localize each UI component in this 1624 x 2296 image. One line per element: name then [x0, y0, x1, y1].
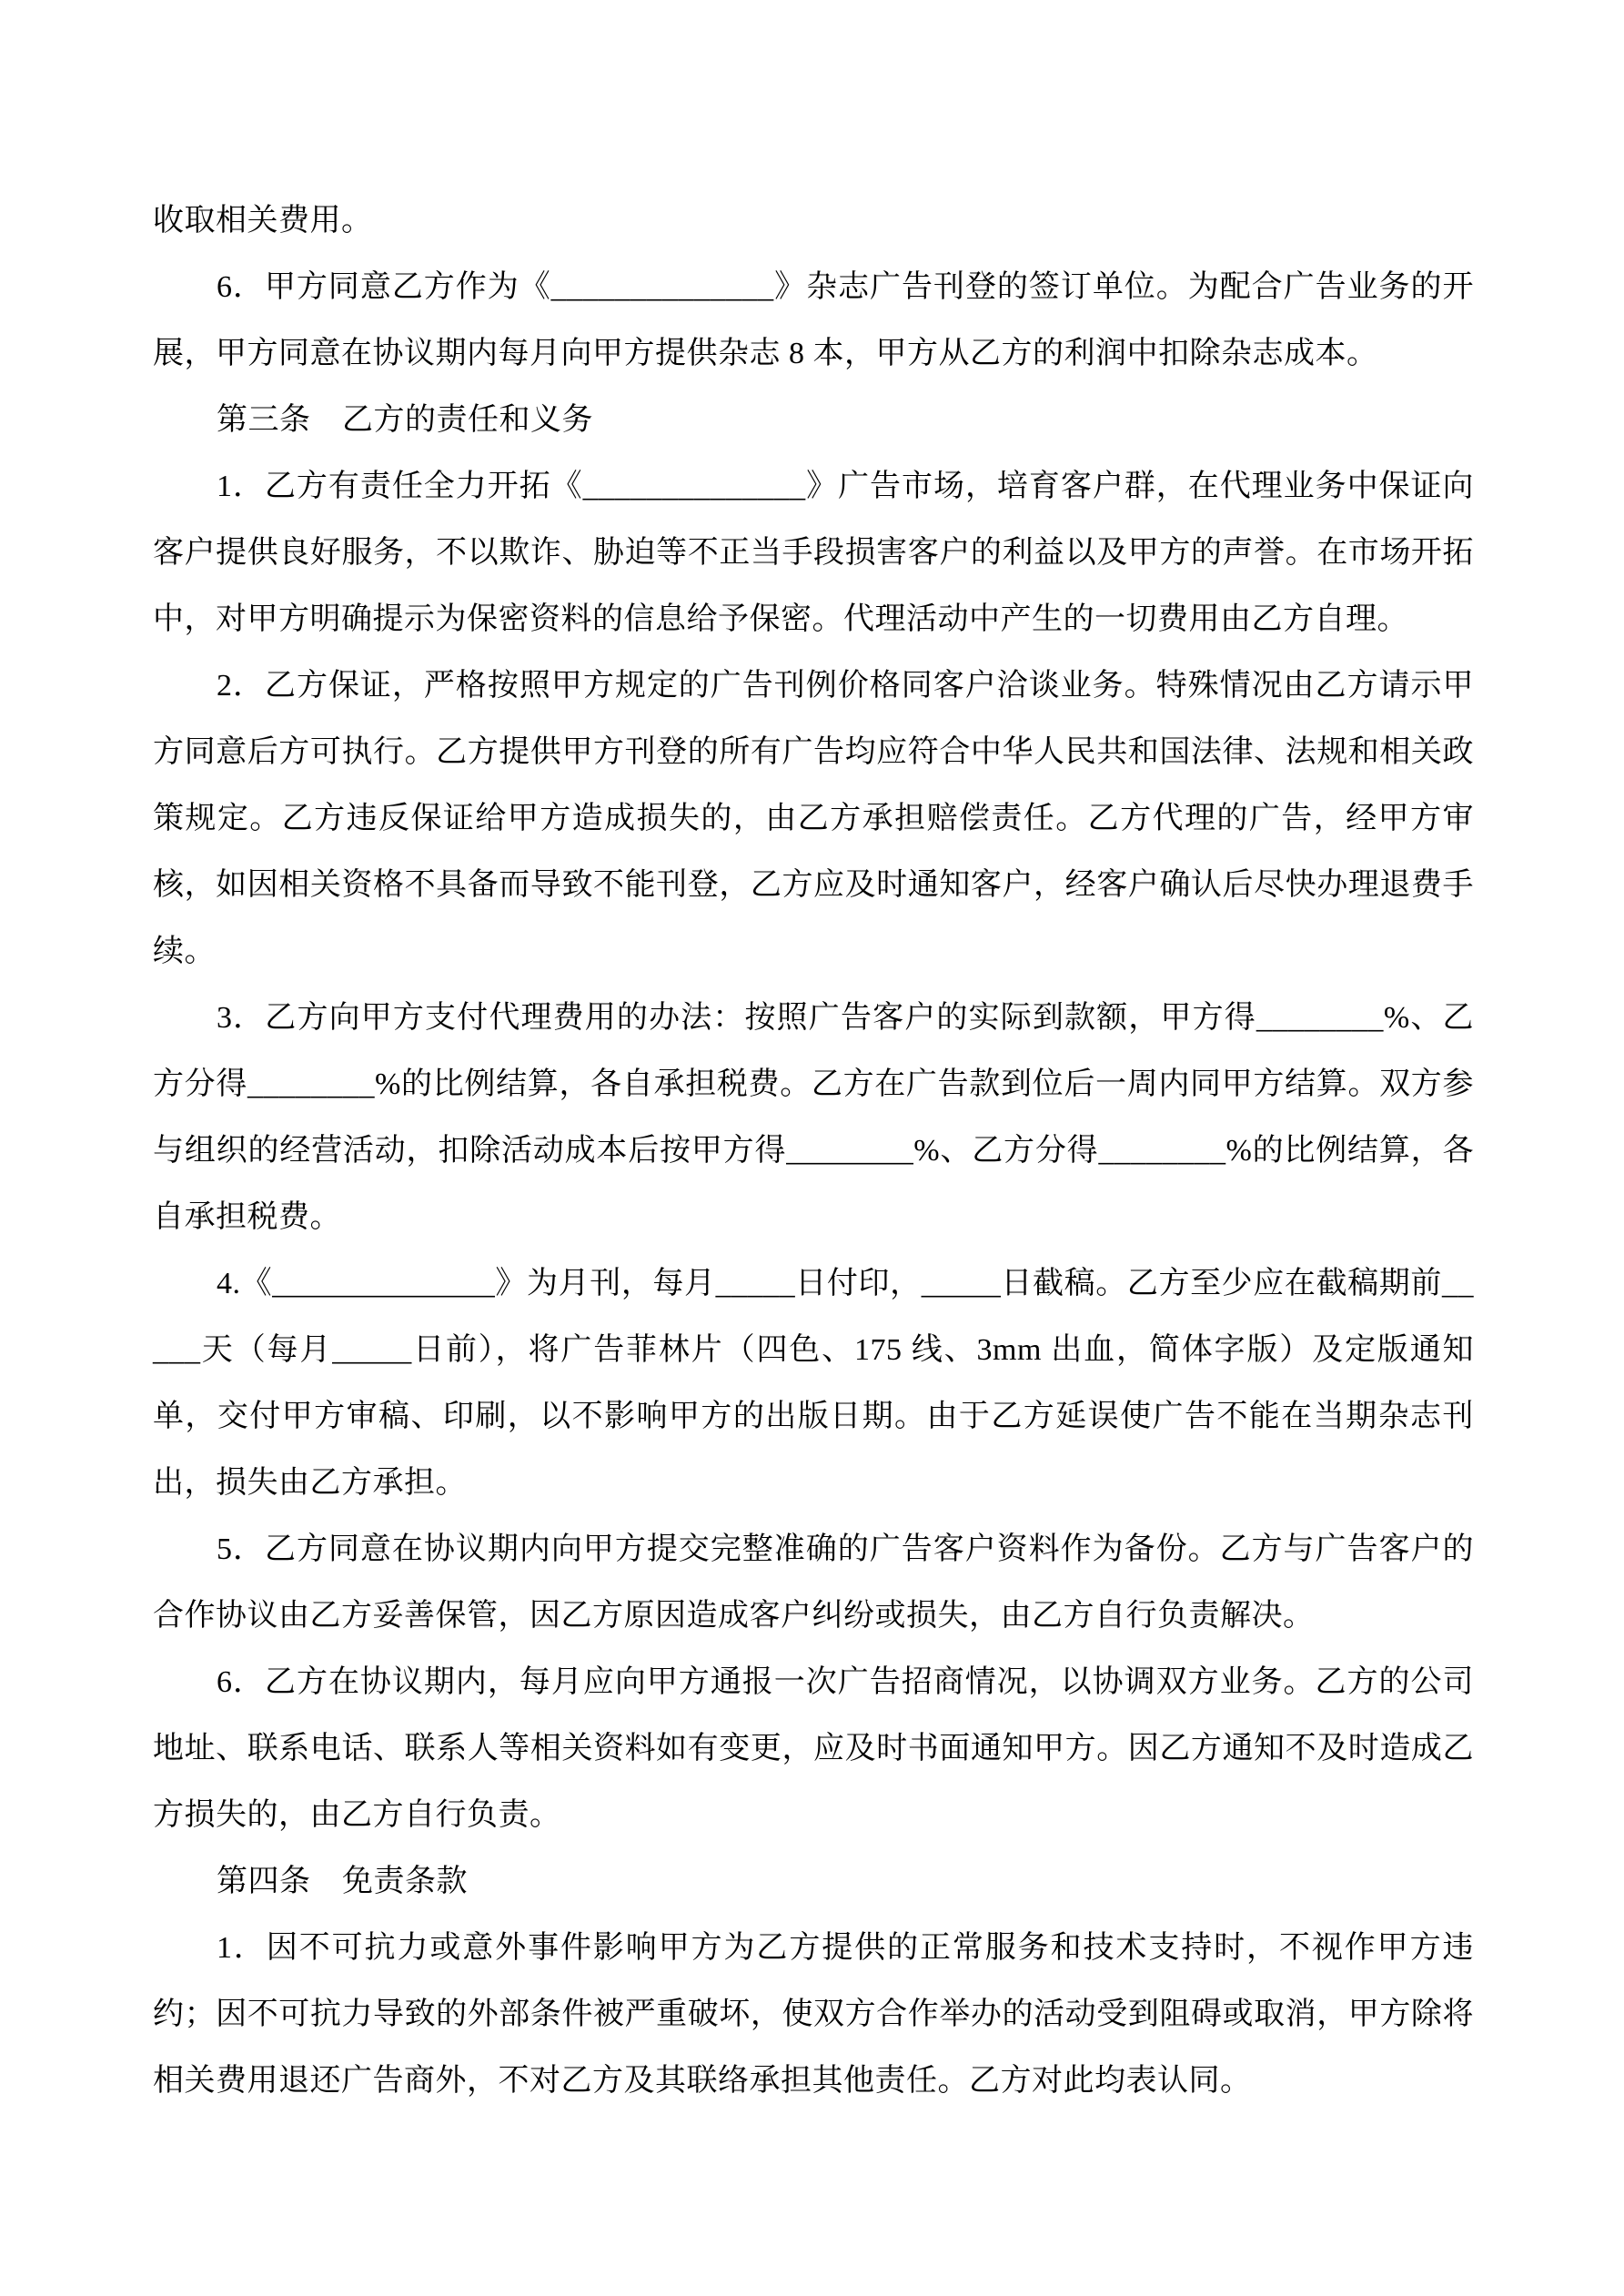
article-3-item-4: 4.《______________》为月刊，每月_____日付印，_____日截稿。乙方至少应在截稿期前_____天（每月_____日前），将广告菲林片（四色、175 线、3mm 出血，简体字版）及定版通知单，交付甲方审稿、印刷，以不影响甲方的出版日期。由于乙方延误使广告不能在当期杂志刊出，损失由乙方承担。 — [153, 1267, 1474, 1500]
article-2-item-6: 6．甲方同意乙方作为《______________》杂志广告刊登的签订单位。为配合广告业务的开展，甲方同意在协议期内每月向甲方提供杂志 8 本，甲方从乙方的利润中扣除杂志成本。 — [153, 270, 1474, 370]
article-3-item-2: 2．乙方保证，严格按照甲方规定的广告刊例价格同客户洽谈业务。特殊情况由乙方请示甲方同意后方可执行。乙方提供甲方刊登的所有广告均应符合中华人民共和国法律、法规和相关政策规定。乙方违反保证给甲方造成损失的，由乙方承担赔偿责任。乙方代理的广告，经甲方审核，如因相关资格不具备而导致不能刊登，乙方应及时通知客户，经客户确认后尽快办理退费手续。 — [153, 669, 1474, 968]
article-3-item-1: 1．乙方有责任全力开拓《______________》广告市场，培育客户群，在代理业务中保证向客户提供良好服务，不以欺诈、胁迫等不正当手段损害客户的利益以及甲方的声誉。在市场开拓中，对甲方明确提示为保密资料的信息给予保密。代理活动中产生的一切费用由乙方自理。 — [153, 470, 1474, 636]
contract-body — [153, 187, 1474, 2114]
article-4-item-1: 1．因不可抗力或意外事件影响甲方为乙方提供的正常服务和技术支持时，不视作甲方违约；因不可抗力导致的外部条件被严重破坏，使双方合作举办的活动受到阻碍或取消，甲方除将相关费用退还广告商外，不对乙方及其联络承担其他责任。乙方对此均表认同。 — [153, 1931, 1474, 2098]
article-3-item-3: 3．乙方向甲方支付代理费用的办法：按照广告客户的实际到款额，甲方得________%、乙方分得________%的比例结算，各自承担税费。乙方在广告款到位后一周内同甲方结算。双方参与组织的经营活动，扣除活动成本后按甲方得________%、乙方分得________%的比例结算，各自承担税费。 — [153, 1001, 1474, 1234]
clause-fees-continuation: 收取相关费用。 — [153, 204, 373, 238]
article-3-item-5: 5．乙方同意在协议期内向甲方提交完整准确的广告客户资料作为备份。乙方与广告客户的合作协议由乙方妥善保管，因乙方原因造成客户纠纷或损失，由乙方自行负责解决。 — [153, 1532, 1474, 1633]
article-3-heading: 第三条 乙方的责任和义务 — [217, 403, 593, 437]
article-4-heading: 第四条 免责条款 — [217, 1865, 468, 1898]
article-3-item-6: 6．乙方在协议期内，每月应向甲方通报一次广告招商情况，以协调双方业务。乙方的公司地址、联系电话、联系人等相关资料如有变更，应及时书面通知甲方。因乙方通知不及时造成乙方损失的，由乙方自行负责。 — [153, 1665, 1474, 1832]
